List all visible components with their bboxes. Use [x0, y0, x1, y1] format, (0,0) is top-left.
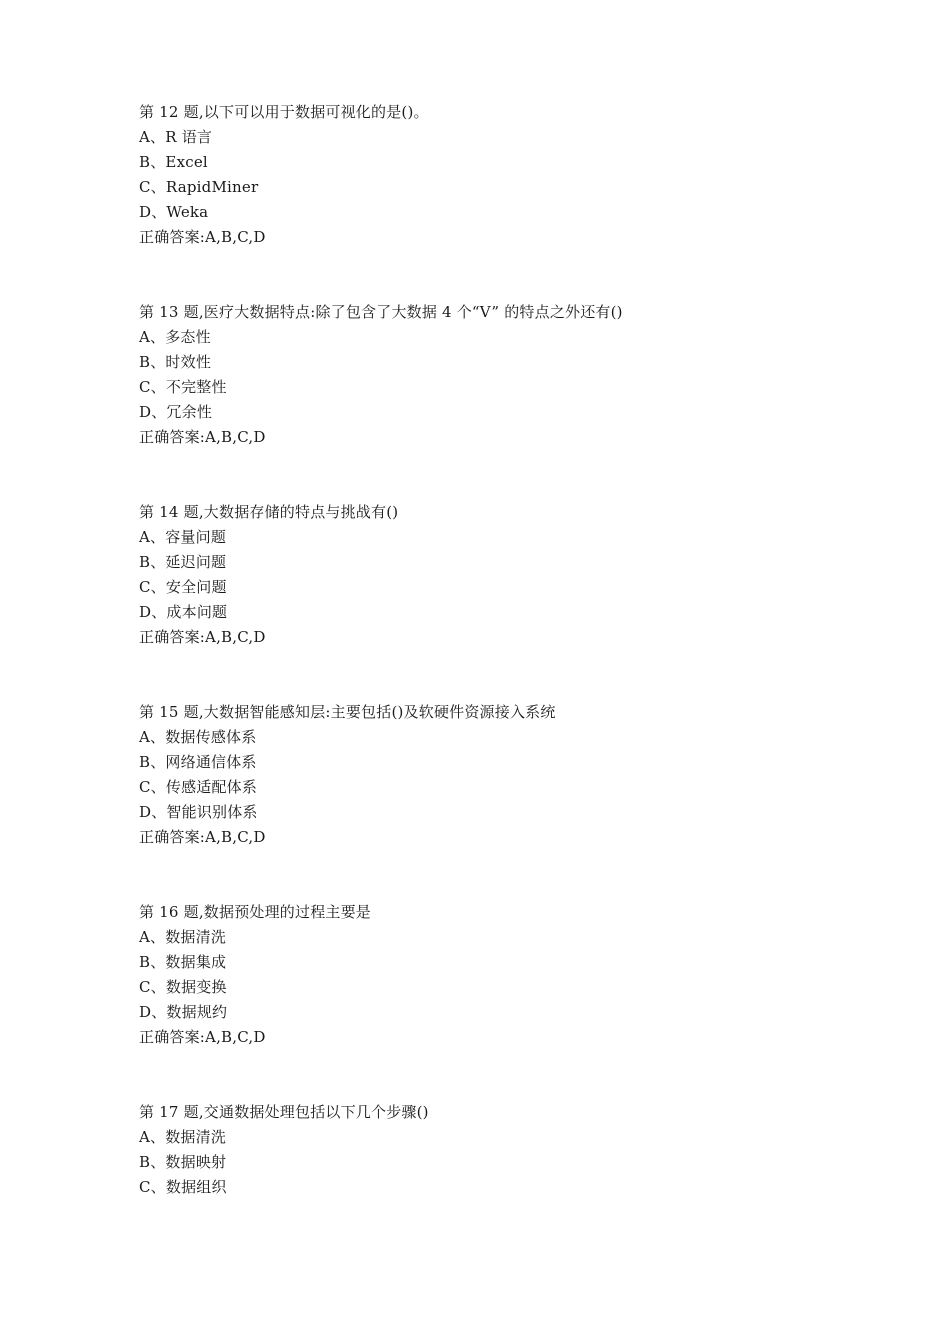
question-title: 第 13 题,医疗大数据特点:除了包含了大数据 4 个“V” 的特点之外还有(): [139, 303, 623, 321]
option-c: C、RapidMiner: [139, 178, 259, 196]
option-a: A、数据清洗: [139, 928, 227, 946]
question-14: [139, 500, 899, 650]
option-d: D、Weka: [139, 203, 209, 221]
option-d: D、冗余性: [139, 403, 213, 421]
option-b: B、网络通信体系: [139, 753, 257, 771]
option-c: C、数据组织: [139, 1178, 227, 1196]
option-a: A、数据清洗: [139, 1128, 227, 1146]
question-title: 第 16 题,数据预处理的过程主要是: [139, 903, 371, 921]
question-12: [139, 100, 899, 250]
option-a: A、多态性: [139, 328, 211, 346]
correct-answer: 正确答案:A,B,C,D: [139, 628, 266, 646]
correct-answer: 正确答案:A,B,C,D: [139, 428, 266, 446]
option-d: D、成本问题: [139, 603, 228, 621]
option-c: C、数据变换: [139, 978, 227, 996]
option-a: A、数据传感体系: [139, 728, 257, 746]
option-a: A、容量问题: [139, 528, 227, 546]
correct-answer: 正确答案:A,B,C,D: [139, 228, 266, 246]
option-c: C、安全问题: [139, 578, 227, 596]
option-b: B、Excel: [139, 153, 208, 171]
option-a: A、R 语言: [139, 128, 213, 146]
question-16: [139, 900, 899, 1050]
question-title: 第 15 题,大数据智能感知层:主要包括()及软硬件资源接入系统: [139, 703, 556, 721]
question-15: [139, 700, 899, 850]
option-d: D、数据规约: [139, 1003, 228, 1021]
option-b: B、数据集成: [139, 953, 227, 971]
option-d: D、智能识别体系: [139, 803, 258, 821]
question-title: 第 17 题,交通数据处理包括以下几个步骤(): [139, 1103, 429, 1121]
option-b: B、数据映射: [139, 1153, 227, 1171]
question-title: 第 14 题,大数据存储的特点与挑战有(): [139, 503, 399, 521]
question-13: [139, 300, 899, 450]
option-c: C、传感适配体系: [139, 778, 258, 796]
question-17: [139, 1100, 899, 1200]
option-c: C、不完整性: [139, 378, 227, 396]
document-page: [139, 100, 899, 1200]
question-title: 第 12 题,以下可以用于数据可视化的是()。: [139, 103, 429, 121]
correct-answer: 正确答案:A,B,C,D: [139, 1028, 266, 1046]
correct-answer: 正确答案:A,B,C,D: [139, 828, 266, 846]
option-b: B、时效性: [139, 353, 212, 371]
option-b: B、延迟问题: [139, 553, 227, 571]
